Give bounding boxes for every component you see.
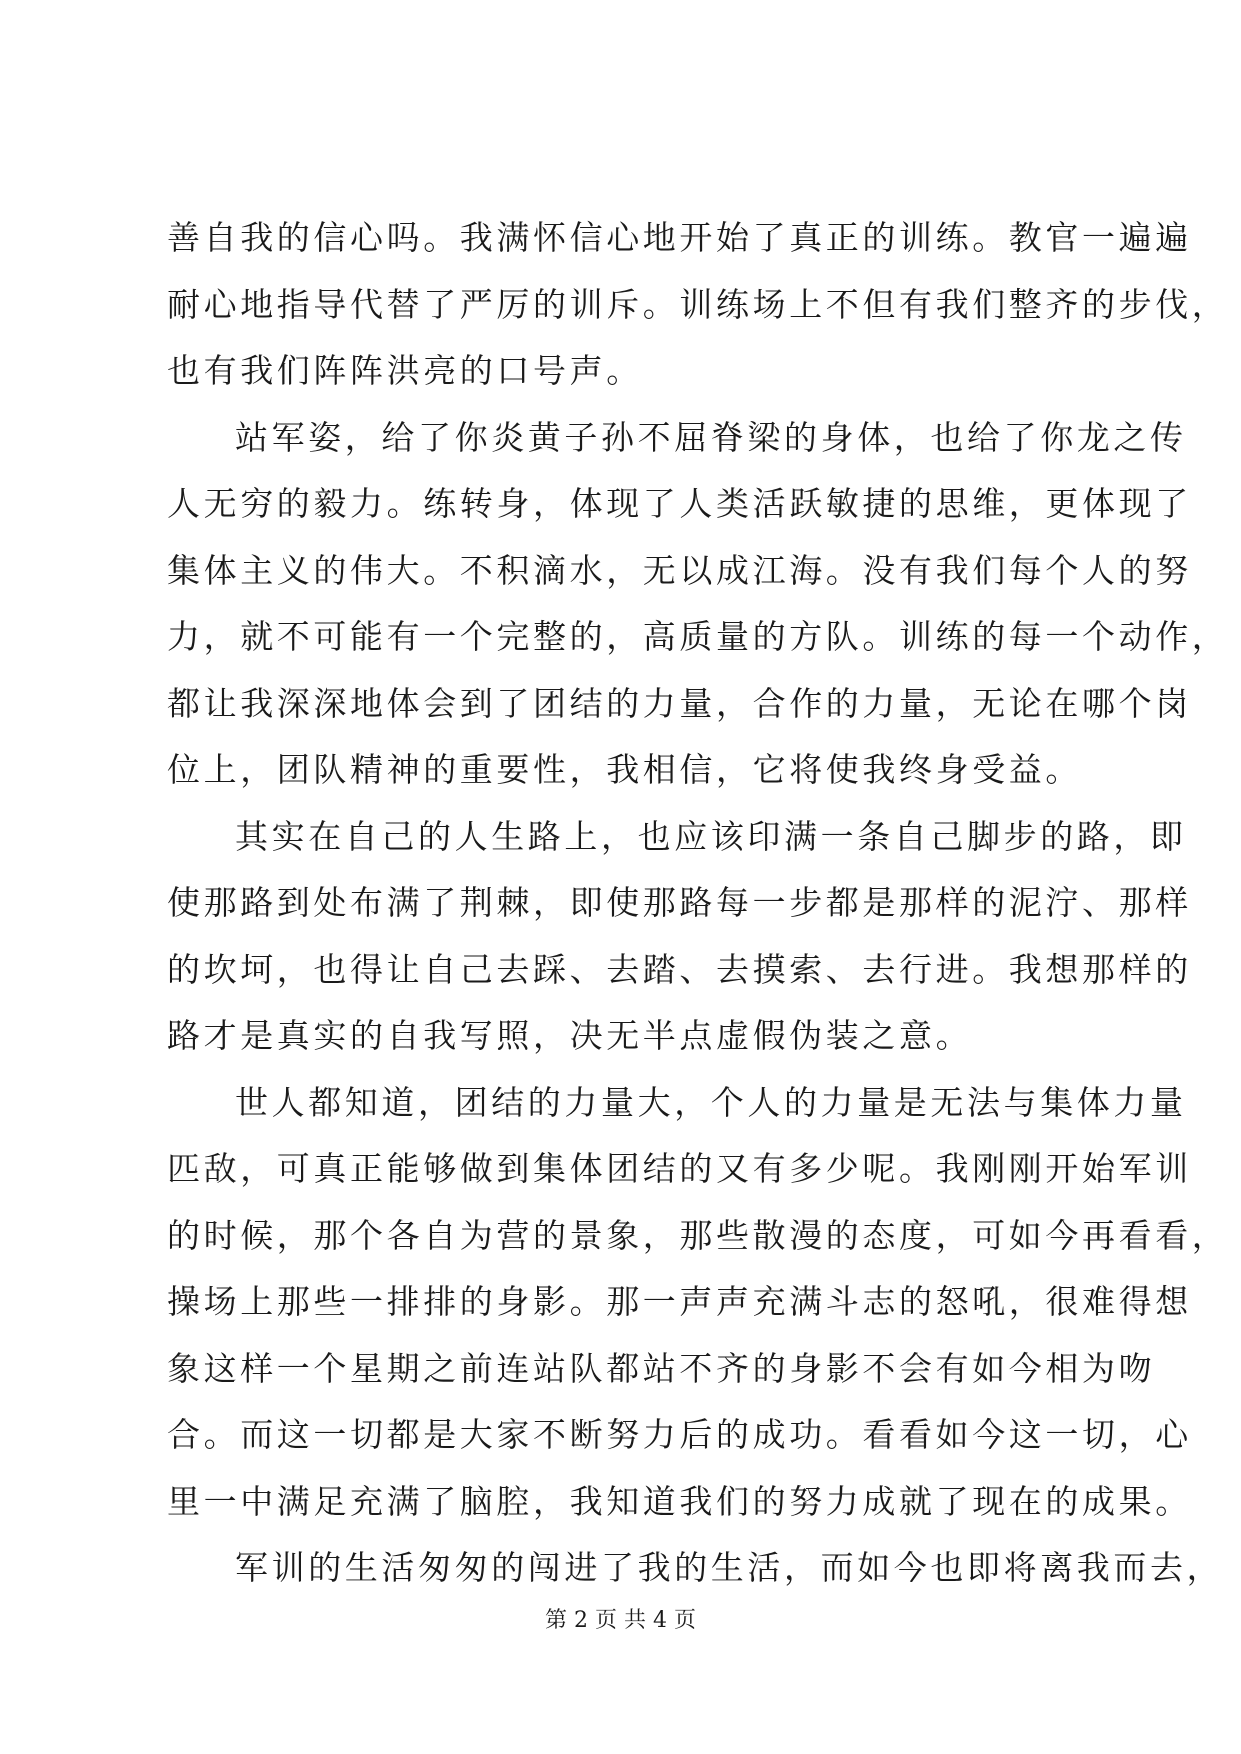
- text-line: 善自我的信心吗。我满怀信心地开始了真正的训练。教官一遍遍: [167, 218, 1192, 257]
- text-line: 使那路到处布满了荆棘，即使那路每一步都是那样的泥泞、那样: [167, 883, 1192, 922]
- text-line: 路才是真实的自我写照，决无半点虚假伪装之意。: [167, 1016, 973, 1055]
- text-line: 操场上那些一排排的身影。那一声声充满斗志的怒吼，很难得想: [167, 1282, 1192, 1321]
- text-line: 站军姿，给了你炎黄子孙不屈脊梁的身体，也给了你龙之传: [235, 418, 1187, 457]
- text-line: 匹敌，可真正能够做到集体团结的又有多少呢。我刚刚开始军训: [167, 1149, 1192, 1188]
- text-line: 耐心地指导代替了严厉的训斥。训练场上不但有我们整齐的步伐，: [167, 285, 1229, 324]
- text-line: 都让我深深地体会到了团结的力量，合作的力量，无论在哪个岗: [167, 684, 1192, 723]
- page-footer: 第 2 页 共 4 页: [545, 1608, 696, 1633]
- text-line: 世人都知道，团结的力量大，个人的力量是无法与集体力量: [235, 1083, 1187, 1122]
- text-line: 的坎坷，也得让自己去踩、去踏、去摸索、去行进。我想那样的: [167, 950, 1192, 989]
- text-line: 人无穷的毅力。练转身，体现了人类活跃敏捷的思维，更体现了: [167, 484, 1192, 523]
- text-line: 军训的生活匆匆的闯进了我的生活，而如今也即将离我而去，: [235, 1548, 1224, 1587]
- text-line: 其实在自己的人生路上，也应该印满一条自己脚步的路，即: [235, 817, 1187, 856]
- text-line: 位上，团队精神的重要性，我相信，它将使我终身受益。: [167, 750, 1082, 789]
- text-line: 力，就不可能有一个完整的，高质量的方队。训练的每一个动作，: [167, 617, 1229, 656]
- text-line: 象这样一个星期之前连站队都站不齐的身影不会有如今相为吻: [167, 1349, 1156, 1388]
- text-line: 也有我们阵阵洪亮的口号声。: [167, 351, 643, 390]
- text-line: 里一中满足充满了脑腔，我知道我们的努力成就了现在的成果。: [167, 1482, 1192, 1521]
- text-line: 合。而这一切都是大家不断努力后的成功。看看如今这一切，心: [167, 1415, 1192, 1454]
- text-line: 的时候，那个各自为营的景象，那些散漫的态度，可如今再看看，: [167, 1216, 1229, 1255]
- text-line: 集体主义的伟大。不积滴水，无以成江海。没有我们每个人的努: [167, 551, 1192, 590]
